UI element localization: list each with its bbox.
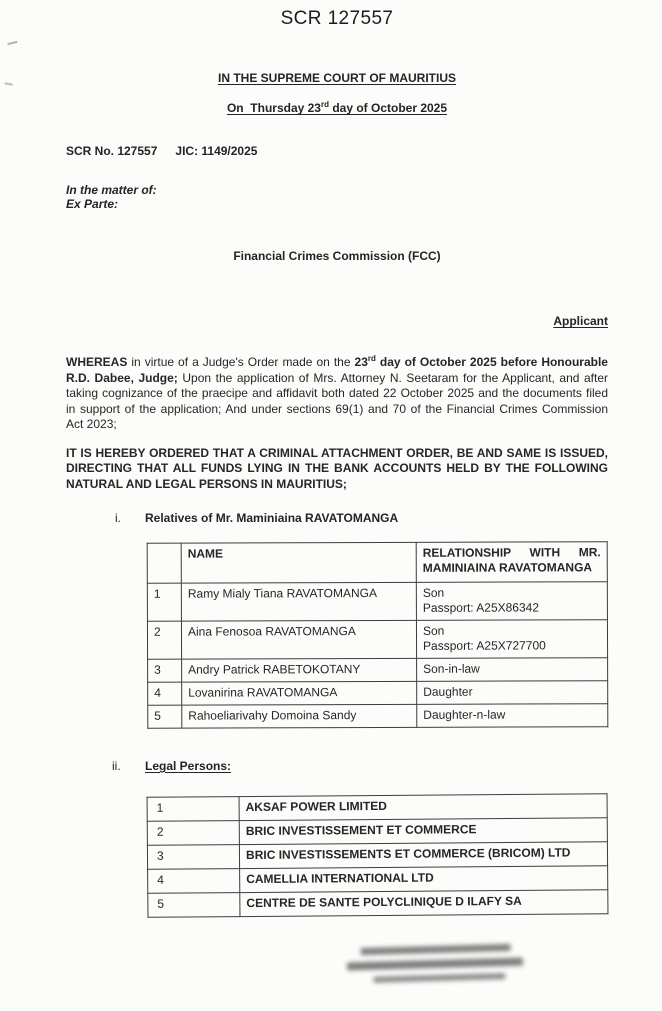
header-name: NAME <box>181 542 416 583</box>
cell-relationship: Son-in-law <box>417 658 608 682</box>
order-date-day: 23 <box>354 355 368 369</box>
stamp-smudge-line <box>373 973 505 983</box>
section-i-heading <box>66 511 608 525</box>
case-numbers-line <box>66 144 608 158</box>
cell-company-name: CENTRE DE SANTE POLYCLINIQUE D ILAFY SA <box>240 890 608 917</box>
cell-company-name: AKSAF POWER LIMITED <box>239 794 607 821</box>
whereas-paragraph <box>66 355 608 433</box>
passport-text: Passport: A25X727700 <box>423 638 546 653</box>
cell-no: 1 <box>147 583 181 621</box>
cell-name: Aina Fenosoa RAVATOMANGA <box>181 620 416 659</box>
scr-number: SCR No. 127557 <box>66 144 158 158</box>
cell-relationship <box>416 582 607 621</box>
table-header-row <box>147 542 607 584</box>
cell-relationship: Daughter <box>417 681 608 705</box>
in-the-matter-of-label: In the matter of: <box>66 183 157 197</box>
scan-artifact <box>6 37 17 45</box>
court-title: IN THE SUPREME COURT OF MAURITIUS <box>217 71 456 85</box>
jic-number: JIC: 1149/2025 <box>175 144 258 158</box>
table-row <box>148 704 608 729</box>
ex-parte-label: Ex Parte: <box>66 197 119 211</box>
header-no <box>147 543 181 583</box>
cell-company-name: CAMELLIA INTERNATIONAL LTD <box>240 866 608 893</box>
table-row <box>147 818 607 846</box>
table-row <box>147 794 607 822</box>
table-row <box>147 620 607 660</box>
cell-no: 5 <box>148 705 182 728</box>
applicant-label: Applicant <box>553 314 608 328</box>
section-ii-title: Legal Persons: <box>145 759 232 773</box>
cell-no: 2 <box>147 621 181 659</box>
party-name: Financial Crimes Commission (FCC) <box>233 249 441 263</box>
cell-company-name: BRIC INVESTISSEMENT ET COMMERCE <box>239 818 607 845</box>
cell-company-name: BRIC INVESTISSEMENTS ET COMMERCE (BRICOM) LTD <box>239 842 607 869</box>
hearing-date-text: day of October 2025 <box>328 101 448 115</box>
cell-no: 3 <box>147 845 239 870</box>
applicant-line <box>66 314 608 328</box>
cell-name: Rahoeliarivahy Domoina Sandy <box>182 704 417 728</box>
whereas-keyword: WHEREAS <box>66 355 128 369</box>
legal-persons-table <box>147 793 609 918</box>
cell-relationship <box>416 620 607 659</box>
relationship-text: Son <box>422 585 445 600</box>
case-reference-title: SCR 127557 <box>280 8 394 29</box>
hearing-date-text: On Thursday 23 <box>226 101 321 115</box>
table-row <box>148 658 608 683</box>
ordinal-suffix: rd <box>320 100 329 109</box>
cell-no: 5 <box>148 893 240 918</box>
section-ii-numeral: ii. <box>112 759 121 773</box>
relationship-text: Son <box>422 623 445 638</box>
stamp-smudge-line <box>361 944 511 955</box>
cell-no: 3 <box>148 659 182 682</box>
court-title-line <box>66 71 608 85</box>
hearing-date-line <box>66 101 608 115</box>
table-row <box>148 890 608 918</box>
cell-no: 1 <box>147 797 239 822</box>
blurred-stamp <box>347 944 526 984</box>
passport-text: Passport: A25X86342 <box>422 600 540 615</box>
header-relationship: RELATIONSHIP WITH MR. MAMINIAINA RAVATOMANGA <box>416 542 607 583</box>
whereas-text: in virtue of a Judge's Order made on the <box>127 355 355 369</box>
order-date-judge: day of October 2025 before Honourable R.D. Dabee, Judge; <box>66 355 608 385</box>
cell-name: Andry Patrick RABETOKOTANY <box>182 658 417 682</box>
relatives-table <box>147 541 609 729</box>
scan-artifact <box>5 78 14 85</box>
stamp-smudge-line <box>347 958 523 971</box>
matter-block <box>66 183 608 211</box>
cell-no: 2 <box>147 821 239 846</box>
cell-no: 4 <box>148 682 182 705</box>
whereas-text: Upon the application of Mrs. Attorney N. Seetaram for the Applicant, and after taking cognizance of the praecipe and affidavit both dated 22 October 2025 and the documents filed in support of the application; And under sections 69(1) and 70 of the Financial Crimes Commission Act 2023; <box>66 370 608 431</box>
table-row <box>147 842 607 870</box>
cell-relationship: Daughter-n-law <box>417 704 608 728</box>
table-row <box>147 582 607 622</box>
cell-no: 4 <box>148 869 240 894</box>
cell-name: Lovanirina RAVATOMANGA <box>182 681 417 705</box>
ordinal-suffix: rd <box>367 354 376 363</box>
table-row <box>148 866 608 894</box>
section-i-numeral: i. <box>115 511 121 525</box>
hearing-date <box>227 101 447 115</box>
section-i-title: Relatives of Mr. Maminiaina RAVATOMANGA <box>145 511 399 525</box>
section-ii-heading <box>66 759 608 773</box>
table-row <box>148 681 608 706</box>
cell-name: Ramy Mialy Tiana RAVATOMANGA <box>181 582 416 621</box>
order-paragraph: IT IS HEREBY ORDERED THAT A CRIMINAL ATTACHMENT ORDER, BE AND SAME IS ISSUED, DIRECTING THAT ALL FUNDS LYING IN THE BANK ACCOUNTS HELD BY THE FOLLOWING NATURAL AND LEGAL PERSONS IN MAURITIUS; <box>66 445 608 491</box>
